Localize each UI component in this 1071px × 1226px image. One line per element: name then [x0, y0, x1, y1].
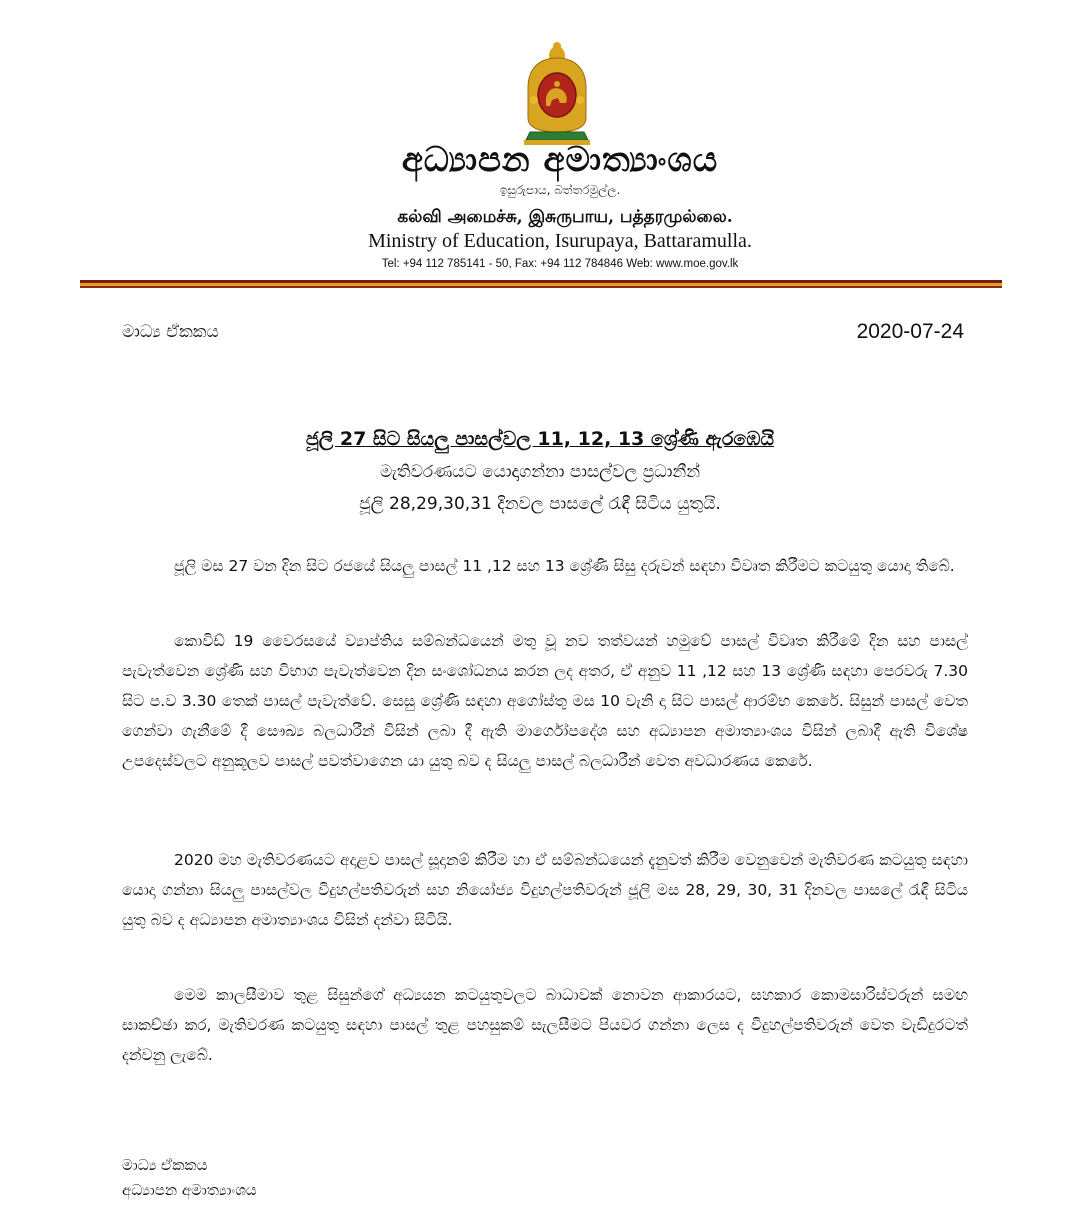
ministry-name-sinhala: අධ්‍යාපන අමාත්‍යාංශය [401, 140, 719, 180]
headline-subtitle-2: ජූලි 28,29,30,31 දිනවල පාසලේ රැඳී සිටිය යුතුයි. [359, 494, 721, 514]
headline-subtitle-1: මැතිවරණයට යොදාගන්නා පාසල්වල ප්‍රධානීන් [379, 462, 701, 482]
body-paragraph-3: 2020 මහ මැතිවරණයට අදාළව පාසල් සූදානම් කිරීම හා ඒ සම්බන්ධයෙන් දැනුවත් කිරීම වෙනුවෙන් මැතිවරණ කටයුතු සඳහා යොදා ගන්නා සියලු පාසල්වල විදුහල්පතිවරුන් සහ නියෝජ්‍ය විදුහල්පතිවරුන් ජූලි මස 28, 29, 30, 31 දිනවල පාසලේ රැඳී සිටිය යුතු බව ද අධ්‍යාපන අමාත්‍යාංශය විසින් දන්වා සිටියි. [122, 851, 968, 929]
body-paragraph-1: ජූලි මස 27 වන දින සිට රජයේ සියලු පාසල් 11 ,12 සහ 13 ශ්‍රේණි සිසු දරුවන් සඳහා විවෘත කිරීමට කටයුතු යොදා තිබේ. [174, 557, 955, 575]
contact-line: Tel: +94 112 785141 - 50, Fax: +94 112 784846 Web: www.moe.gov.lk [381, 258, 739, 270]
signature-ministry: අධ්‍යාපන අමාත්‍යාංශය [122, 1181, 257, 1199]
sri-lanka-emblem-icon [516, 40, 598, 146]
ministry-name-tamil: கல்வி அமைச்சு, இசுருபாய, பத்தரமுல்லை. [397, 207, 733, 227]
ministry-name-english: Ministry of Education, Isurupaya, Battaramulla. [368, 230, 752, 252]
body-paragraph-4: මෙම කාලසීමාව තුළ සිසුන්ගේ අධ්‍යයන කටයුතුවලට බාධාවක් නොවන ආකාරයට, සහකාර කොමසාරිස්වරුන් සමඟ සාකච්ඡා කර, මැතිවරණ කටයුතු සඳහා පාසල් තුළ පහසුකම් සැලසීමට පියවර ගන්නා ලෙස ද විදුහල්පතිවරුන් වෙත වැඩිදුරටත් දන්වනු ලැබේ. [122, 986, 968, 1064]
address-sinhala: ඉසුරුපාය, බත්තරමුල්ල. [499, 183, 621, 197]
body-paragraph-2: කොවිඩ් 19 වෛරසයේ ව්‍යාප්තිය සම්බන්ධයෙන් මතු වූ නව තත්වයන් හමුවේ පාසල් විවෘත කිරීමේ දින සහ පාසල් පැවැත්වෙන ශ්‍රේණි සහ විභාග පැවැත්වෙන දින සංශෝධනය කරන ලද අතර, ඒ අනුව 11 ,12 සහ 13 ශ්‍රේණි සඳහා පෙරවරු 7.30 සිට ප.ව 3.30 තෙක් පාසල් පැවැත්වේ. සෙසු ශ්‍රේණි සඳහා අගෝස්තු මස 10 වැනි දා සිට පාසල් ආරම්භ කෙරේ. සිසුන් පාසල් වෙත ගෙන්වා ගැනීමේ දී සෞඛ්‍ය බලධාරීන් විසින් ලබා දී ඇති මාර්ගෝපදේශ සහ අධ්‍යාපන අමාත්‍යාංශය විසින් ලබාදී ඇති විශේෂ උපදෙස්වලට අනුකූලව පාසල් පවත්වාගෙන යා යුතු බව ද සියලු පාසල් බලධාරීන් වෙත අවධාරණය කෙරේ. [122, 632, 969, 770]
release-date: 2020-07-24 [856, 320, 964, 343]
issuing-unit: මාධ්‍ය ඒකකය [122, 322, 219, 342]
signature-unit: මාධ්‍ය ඒකකය [122, 1156, 208, 1174]
letterhead-divider [80, 280, 1002, 288]
headline-title: ජූලි 27 සිට සියලු පාසල්වල 11, 12, 13 ශ්‍රේණි ඇරඹෙයි [305, 428, 775, 450]
